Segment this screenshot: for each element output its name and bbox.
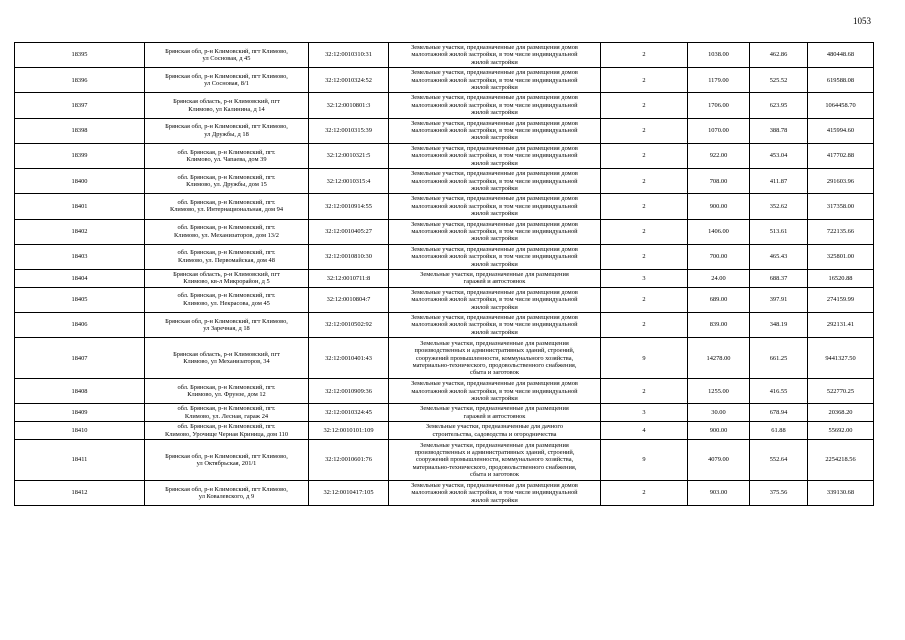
area-value: 30.00 — [688, 404, 750, 422]
table-body — [15, 43, 874, 506]
cadastral-number: 32:12:0010711:8 — [309, 269, 389, 287]
table-row — [15, 379, 874, 404]
cadastral-number: 32:12:0010801:3 — [309, 93, 389, 118]
page-number: 1053 — [853, 16, 871, 26]
cadastral-value: 339130.68 — [808, 481, 874, 506]
area-value: 1406.00 — [688, 219, 750, 244]
table-row — [15, 118, 874, 143]
cadastral-value: 2254218.56 — [808, 440, 874, 481]
record-number: 18398 — [15, 118, 145, 143]
land-use-group: 2 — [601, 379, 688, 404]
cadastral-number: 32:12:0010601:76 — [309, 440, 389, 481]
specific-value: 348.19 — [750, 313, 808, 338]
land-use-group: 2 — [601, 93, 688, 118]
land-use-cell: Земельные участки, предназначенные для размещения домов малоэтажной жилой застройки, в том числе индивидуальной жилой застройки — [389, 143, 601, 168]
land-use-group: 2 — [601, 313, 688, 338]
land-use-cell: Земельные участки, предназначенные для размещения домов малоэтажной жилой застройки, в том числе индивидуальной жилой застройки — [389, 118, 601, 143]
record-number: 18396 — [15, 68, 145, 93]
area-value: 1070.00 — [688, 118, 750, 143]
land-use-cell: Земельные участки, предназначенные для размещения домов малоэтажной жилой застройки, в том числе индивидуальной жилой застройки — [389, 481, 601, 506]
address-cell: Брянская обл, р-н Климовский, пгт Климово, ул Заречная, д 18 — [145, 313, 309, 338]
land-use-group: 2 — [601, 169, 688, 194]
specific-value: 388.78 — [750, 118, 808, 143]
address-cell: Брянская обл, р-н Климовский, пгт Климово, ул Сосновая, д 45 — [145, 43, 309, 68]
table-row — [15, 269, 874, 287]
table-row — [15, 338, 874, 379]
record-number: 18410 — [15, 422, 145, 440]
cadastral-number: 32:12:0010315:4 — [309, 169, 389, 194]
record-number: 18407 — [15, 338, 145, 379]
land-use-cell: Земельные участки, предназначенные для размещения домов малоэтажной жилой застройки, в том числе индивидуальной жилой застройки — [389, 313, 601, 338]
table-row — [15, 287, 874, 312]
cadastral-value: 55692.00 — [808, 422, 874, 440]
cadastral-value: 292131.41 — [808, 313, 874, 338]
record-number: 18403 — [15, 244, 145, 269]
area-value: 1038.00 — [688, 43, 750, 68]
address-cell: обл. Брянская, р-н Климовский, пгт. Климово, ул. Интернациональная, дом 94 — [145, 194, 309, 219]
cadastral-value: 9441327.50 — [808, 338, 874, 379]
land-use-group: 9 — [601, 338, 688, 379]
cadastral-number: 32:12:0010909:36 — [309, 379, 389, 404]
land-use-cell: Земельные участки, предназначенные для размещения домов малоэтажной жилой застройки, в том числе индивидуальной жилой застройки — [389, 43, 601, 68]
area-value: 922.00 — [688, 143, 750, 168]
area-value: 1179.00 — [688, 68, 750, 93]
area-value: 1706.00 — [688, 93, 750, 118]
address-cell: Брянская обл, р-н Климовский, пгт Климово, ул Сосновая, 8/1 — [145, 68, 309, 93]
record-number: 18411 — [15, 440, 145, 481]
land-use-group: 9 — [601, 440, 688, 481]
land-use-cell: Земельные участки, предназначенные для размещения домов малоэтажной жилой застройки, в том числе индивидуальной жилой застройки — [389, 287, 601, 312]
cadastral-value: 619588.08 — [808, 68, 874, 93]
cadastral-value: 415994.60 — [808, 118, 874, 143]
area-value: 24.00 — [688, 269, 750, 287]
specific-value: 623.95 — [750, 93, 808, 118]
table-row — [15, 404, 874, 422]
area-value: 708.00 — [688, 169, 750, 194]
land-use-cell: Земельные участки, предназначенные для размещения домов малоэтажной жилой застройки, в том числе индивидуальной жилой застройки — [389, 244, 601, 269]
area-value: 689.00 — [688, 287, 750, 312]
land-use-group: 2 — [601, 143, 688, 168]
cadastral-number: 32:12:0010310:31 — [309, 43, 389, 68]
specific-value: 411.87 — [750, 169, 808, 194]
address-cell: обл. Брянская, р-н Климовский, пгт. Климово, ул. Чапаева, дом 39 — [145, 143, 309, 168]
table-row — [15, 169, 874, 194]
specific-value: 465.43 — [750, 244, 808, 269]
area-value: 4079.00 — [688, 440, 750, 481]
record-number: 18412 — [15, 481, 145, 506]
address-cell: обл. Брянская, р-н Климовский, пгт. Климово, ул. Механизаторов, дом 13/2 — [145, 219, 309, 244]
land-use-cell: Земельные участки, предназначенные для размещения домов малоэтажной жилой застройки, в том числе индивидуальной жилой застройки — [389, 194, 601, 219]
cadastral-value: 1064458.70 — [808, 93, 874, 118]
land-use-group: 4 — [601, 422, 688, 440]
table-row — [15, 440, 874, 481]
land-use-group: 2 — [601, 287, 688, 312]
record-number: 18406 — [15, 313, 145, 338]
cadastral-number: 32:12:0010405:27 — [309, 219, 389, 244]
land-use-group: 2 — [601, 219, 688, 244]
land-use-group: 2 — [601, 68, 688, 93]
table-row — [15, 219, 874, 244]
specific-value: 513.61 — [750, 219, 808, 244]
land-use-group: 2 — [601, 43, 688, 68]
specific-value: 462.86 — [750, 43, 808, 68]
cadastral-value: 317358.00 — [808, 194, 874, 219]
cadastral-value: 417702.88 — [808, 143, 874, 168]
record-number: 18400 — [15, 169, 145, 194]
table-row — [15, 244, 874, 269]
specific-value: 61.88 — [750, 422, 808, 440]
area-value: 839.00 — [688, 313, 750, 338]
cadastral-value: 291603.96 — [808, 169, 874, 194]
cadastral-value: 274159.99 — [808, 287, 874, 312]
cadastral-value: 325801.00 — [808, 244, 874, 269]
cadastral-number: 32:12:0010417:105 — [309, 481, 389, 506]
record-number: 18409 — [15, 404, 145, 422]
land-use-cell: Земельные участки, предназначенные для размещения производственных и административных зданий, строений, сооружений промышленности, коммунального хозяйства, материально-технического, продовольственного снабжения, сбыта и заготовок — [389, 440, 601, 481]
table-row — [15, 143, 874, 168]
address-cell: Брянская обл, р-н Климовский, пгт Климово, ул Ковалевского, д 9 — [145, 481, 309, 506]
record-number: 18395 — [15, 43, 145, 68]
cadastral-number: 32:12:0010321:5 — [309, 143, 389, 168]
cadastral-number: 32:12:0010810:30 — [309, 244, 389, 269]
record-number: 18397 — [15, 93, 145, 118]
land-use-group: 2 — [601, 194, 688, 219]
land-use-cell: Земельные участки, предназначенные для размещения гаражей и автостоянок — [389, 269, 601, 287]
address-cell: Брянская обл, р-н Климовский, пгт Климово, ул Октябрьская, 201/1 — [145, 440, 309, 481]
land-use-cell: Земельные участки, предназначенные для размещения домов малоэтажной жилой застройки, в том числе индивидуальной жилой застройки — [389, 219, 601, 244]
table-row — [15, 194, 874, 219]
cadastral-value: 20368.20 — [808, 404, 874, 422]
cadastral-number: 32:12:0010324:45 — [309, 404, 389, 422]
land-use-cell: Земельные участки, предназначенные для размещения домов малоэтажной жилой застройки, в том числе индивидуальной жилой застройки — [389, 68, 601, 93]
cadastral-number: 32:12:0010101:109 — [309, 422, 389, 440]
land-use-cell: Земельные участки, предназначенные для размещения производственных и административных зданий, строений, сооружений промышленности, коммунального хозяйства, материально-технического, продовольственного снабжения, сбыта и заготовок — [389, 338, 601, 379]
land-use-group: 2 — [601, 481, 688, 506]
specific-value: 453.04 — [750, 143, 808, 168]
area-value: 14278.00 — [688, 338, 750, 379]
land-use-group: 3 — [601, 269, 688, 287]
specific-value: 375.56 — [750, 481, 808, 506]
land-use-cell: Земельные участки, предназначенные для размещения домов малоэтажной жилой застройки, в том числе индивидуальной жилой застройки — [389, 169, 601, 194]
address-cell: обл. Брянская, р-н Климовский, пгт. Климово, ул. Первомайская, дом 48 — [145, 244, 309, 269]
land-use-cell: Земельные участки, предназначенные для размещения домов малоэтажной жилой застройки, в том числе индивидуальной жилой застройки — [389, 93, 601, 118]
record-number: 18399 — [15, 143, 145, 168]
specific-value: 525.52 — [750, 68, 808, 93]
specific-value: 397.91 — [750, 287, 808, 312]
cadastral-value: 722135.66 — [808, 219, 874, 244]
specific-value: 416.55 — [750, 379, 808, 404]
address-cell: обл. Брянская, р-н Климовский, пгт. Климово, ул. Фрунзе, дом 12 — [145, 379, 309, 404]
address-cell: Брянская область, р-н Климовский, пгт Климово, ул Механизаторов, 34 — [145, 338, 309, 379]
record-number: 18404 — [15, 269, 145, 287]
land-registry-table — [14, 42, 874, 506]
cadastral-value: 522770.25 — [808, 379, 874, 404]
address-cell: обл. Брянская, р-н Климовский, пгт. Климово, ул. Некрасова, дом 45 — [145, 287, 309, 312]
table-row — [15, 313, 874, 338]
table-row — [15, 422, 874, 440]
cadastral-value: 480448.68 — [808, 43, 874, 68]
land-use-group: 2 — [601, 118, 688, 143]
specific-value: 678.94 — [750, 404, 808, 422]
cadastral-number: 32:12:0010914:55 — [309, 194, 389, 219]
specific-value: 688.37 — [750, 269, 808, 287]
land-use-cell: Земельные участки, предназначенные для размещения домов малоэтажной жилой застройки, в том числе индивидуальной жилой застройки — [389, 379, 601, 404]
area-value: 900.00 — [688, 422, 750, 440]
address-cell: Брянская область, р-н Климовский, пгт Климово, кв-л Микрорайон, д 5 — [145, 269, 309, 287]
table-row — [15, 43, 874, 68]
cadastral-number: 32:12:0010804:7 — [309, 287, 389, 312]
record-number: 18405 — [15, 287, 145, 312]
land-use-group: 2 — [601, 244, 688, 269]
cadastral-number: 32:12:0010401:43 — [309, 338, 389, 379]
record-number: 18401 — [15, 194, 145, 219]
land-use-cell: Земельные участки, предназначенные для дачного строительства, садоводства и огородничества — [389, 422, 601, 440]
cadastral-number: 32:12:0010502:92 — [309, 313, 389, 338]
land-use-group: 3 — [601, 404, 688, 422]
land-use-cell: Земельные участки, предназначенные для размещения гаражей и автостоянок — [389, 404, 601, 422]
cadastral-number: 32:12:0010315:39 — [309, 118, 389, 143]
record-number: 18402 — [15, 219, 145, 244]
area-value: 1255.00 — [688, 379, 750, 404]
area-value: 903.00 — [688, 481, 750, 506]
table-row — [15, 93, 874, 118]
specific-value: 552.64 — [750, 440, 808, 481]
cadastral-value: 16520.88 — [808, 269, 874, 287]
table-row — [15, 481, 874, 506]
area-value: 700.00 — [688, 244, 750, 269]
address-cell: обл. Брянская, р-н Климовский, пгт. Климово, ул. Лесная, гараж 24 — [145, 404, 309, 422]
record-number: 18408 — [15, 379, 145, 404]
area-value: 900.00 — [688, 194, 750, 219]
address-cell: обл. Брянская, р-н Климовский, пгт. Климово, Урочище Черная Криница, дом 110 — [145, 422, 309, 440]
table-row — [15, 68, 874, 93]
address-cell: обл. Брянская, р-н Климовский, пгт. Климово, ул. Дружбы, дом 15 — [145, 169, 309, 194]
specific-value: 352.62 — [750, 194, 808, 219]
specific-value: 661.25 — [750, 338, 808, 379]
address-cell: Брянская область, р-н Климовский, пгт Климово, ул Калинина, д 14 — [145, 93, 309, 118]
address-cell: Брянская обл, р-н Климовский, пгт Климово, ул Дружбы, д 18 — [145, 118, 309, 143]
cadastral-number: 32:12:0010324:52 — [309, 68, 389, 93]
